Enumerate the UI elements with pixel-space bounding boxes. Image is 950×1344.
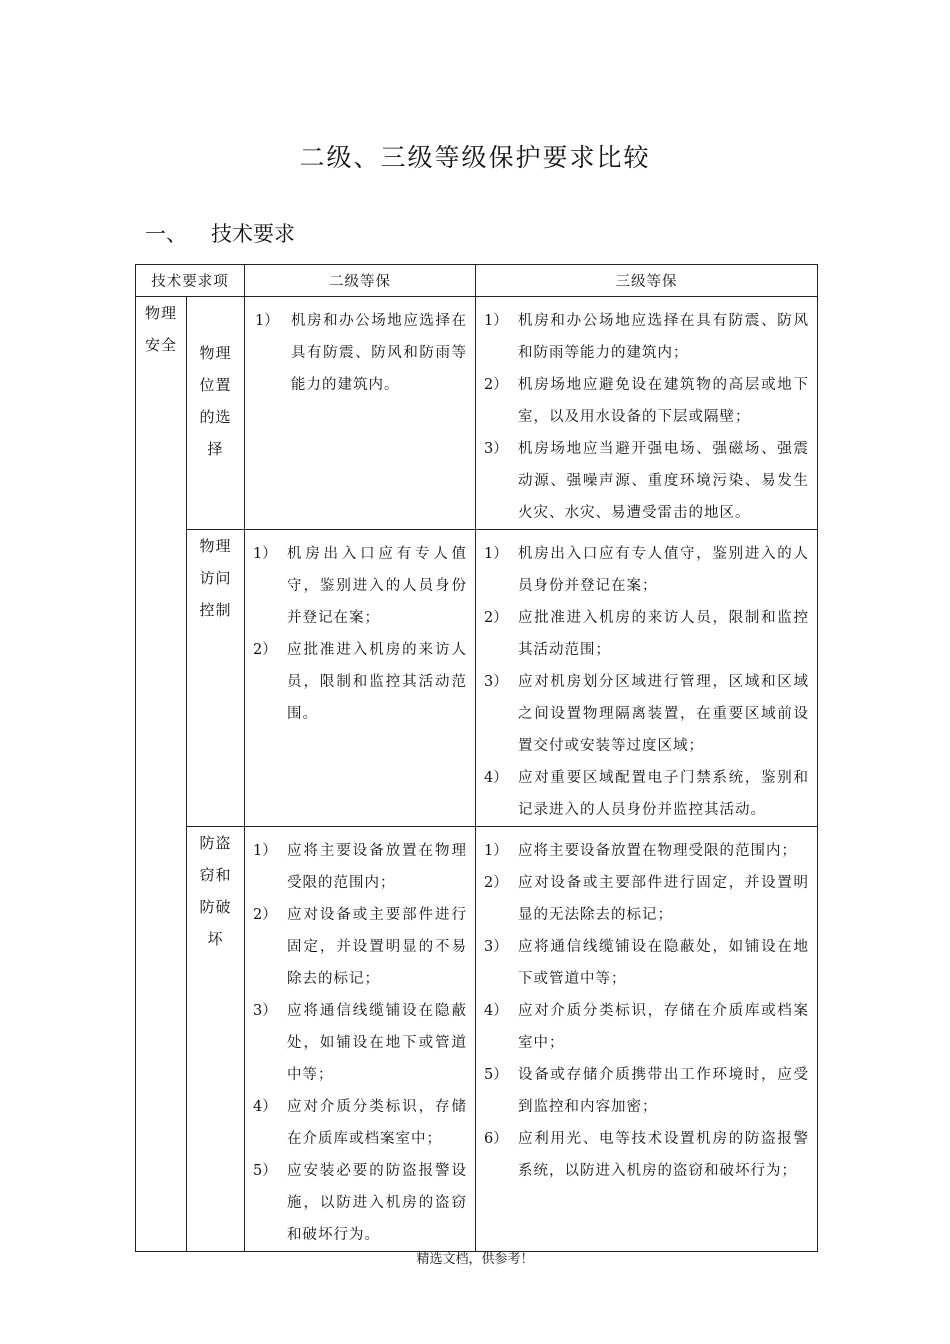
requirement-item [484, 1123, 809, 1187]
item-number: 2） [484, 377, 508, 393]
item-text: 应对介质分类标识，存储在介质库或档案室中； [518, 1003, 809, 1051]
category-cell: 物理安全 [136, 297, 187, 1252]
header-level3: 三级等保 [476, 265, 818, 297]
item-text: 应将主要设备放置在物理受限的范围内； [287, 843, 467, 891]
table-row [136, 297, 818, 530]
item-number: 5） [484, 1067, 508, 1083]
item-number: 4） [484, 1003, 508, 1019]
item-number: 4） [253, 1099, 277, 1115]
requirement-item [484, 762, 809, 826]
item-text: 应对重要区域配置电子门禁系统，鉴别和记录进入的人员身份并监控其活动。 [518, 770, 809, 818]
section-number: 一、 [145, 222, 187, 246]
level3-list [476, 297, 817, 529]
item-number: 2） [484, 610, 508, 626]
item-text: 应批准进入机房的来访人员，限制和监控其活动范围。 [287, 642, 467, 722]
level3-cell [476, 297, 818, 530]
requirement-item [484, 369, 809, 433]
item-text: 应将通信线缆铺设在隐蔽处，如铺设在地下或管道中等； [518, 939, 809, 987]
level2-list [245, 827, 475, 1251]
row-label: 防盗窃和防破坏 [187, 827, 245, 1252]
requirement-item [253, 634, 467, 730]
item-number: 3） [484, 441, 508, 457]
item-text: 应对介质分类标识，存储在介质库或档案室中； [287, 1099, 467, 1147]
item-number: 1） [484, 313, 508, 329]
page-footer: 精选文档，供参考！ [416, 1252, 534, 1267]
item-number: 1） [255, 313, 279, 329]
item-text: 应将通信线缆铺设在隐蔽处，如铺设在地下或管道中等； [287, 1003, 467, 1083]
table-row [136, 827, 818, 1252]
row-label: 物理位置的选择 [187, 297, 245, 530]
requirement-item [484, 835, 809, 867]
requirement-item [484, 995, 809, 1059]
requirement-item [253, 995, 467, 1091]
item-text: 机房和办公场地应选择在具有防震、防风和防雨等能力的建筑内。 [291, 313, 467, 393]
requirement-item [253, 538, 467, 634]
item-number: 4） [484, 770, 508, 786]
requirement-item [253, 305, 467, 401]
item-text: 应对设备或主要部件进行固定，并设置明显的不易除去的标记； [287, 907, 467, 987]
level2-list [245, 530, 475, 730]
item-number: 2） [253, 907, 277, 923]
section-heading [145, 218, 295, 248]
item-number: 5） [253, 1163, 277, 1179]
item-text: 机房出入口应有专人值守，鉴别进入的人员身份并登记在案； [518, 546, 809, 594]
level2-list [245, 297, 475, 401]
requirement-item [484, 602, 809, 666]
item-text: 应安装必要的防盗报警设施，以防进入机房的盗窃和破坏行为。 [287, 1163, 467, 1243]
level3-list [476, 827, 817, 1187]
requirement-item [484, 538, 809, 602]
level2-cell [245, 827, 476, 1252]
requirement-item [253, 899, 467, 995]
item-number: 1） [253, 843, 277, 859]
item-text: 应批准进入机房的来访人员，限制和监控其活动范围； [518, 610, 809, 658]
requirement-item [484, 666, 809, 762]
item-number: 3） [484, 939, 508, 955]
level3-list [476, 530, 817, 826]
item-text: 机房场地应当避开强电场、强磁场、强震动源、强噪声源、重度环境污染、易发生火灾、水灾、易遭受雷击的地区。 [518, 441, 809, 521]
item-text: 应利用光、电等技术设置机房的防盗报警系统，以防进入机房的盗窃和破坏行为； [518, 1131, 809, 1179]
item-text: 应将主要设备放置在物理受限的范围内； [518, 843, 797, 859]
requirement-item [253, 1091, 467, 1155]
item-number: 3） [253, 1003, 277, 1019]
level3-cell [476, 530, 818, 827]
item-text: 机房场地应避免设在建筑物的高层或地下室，以及用水设备的下层或隔壁； [518, 377, 809, 425]
requirement-item [253, 1155, 467, 1251]
requirement-item [484, 931, 809, 995]
level2-cell [245, 297, 476, 530]
row-label: 物理访问控制 [187, 530, 245, 827]
requirement-item [484, 433, 809, 529]
requirement-item [253, 835, 467, 899]
requirement-item [484, 867, 809, 931]
item-number: 1） [484, 843, 508, 859]
item-number: 1） [253, 546, 277, 562]
item-number: 6） [484, 1131, 508, 1147]
table-body [136, 297, 818, 1252]
item-text: 机房出入口应有专人值守，鉴别进入的人员身份并登记在案； [287, 546, 467, 626]
page-title: 二级、三级等级保护要求比较 [299, 143, 651, 172]
section-label: 技术要求 [211, 222, 295, 246]
requirement-item [484, 305, 809, 369]
item-number: 3） [484, 674, 508, 690]
requirement-item [484, 1059, 809, 1123]
item-text: 应对机房划分区域进行管理，区域和区域之间设置物理隔离装置，在重要区域前设置交付或安装等过度区域； [518, 674, 809, 754]
item-number: 2） [484, 875, 508, 891]
item-text: 设备或存储介质携带出工作环境时，应受到监控和内容加密； [518, 1067, 809, 1115]
level3-cell [476, 827, 818, 1252]
item-text: 机房和办公场地应选择在具有防震、防风和防雨等能力的建筑内； [518, 313, 809, 361]
item-number: 2） [253, 642, 277, 658]
table-row [136, 530, 818, 827]
header-level2: 二级等保 [245, 265, 476, 297]
item-text: 应对设备或主要部件进行固定，并设置明显的无法除去的标记； [518, 875, 809, 923]
requirements-table [135, 264, 818, 1252]
level2-cell [245, 530, 476, 827]
header-requirement-item: 技术要求项 [136, 265, 245, 297]
table-header-row [136, 265, 818, 297]
item-number: 1） [484, 546, 508, 562]
